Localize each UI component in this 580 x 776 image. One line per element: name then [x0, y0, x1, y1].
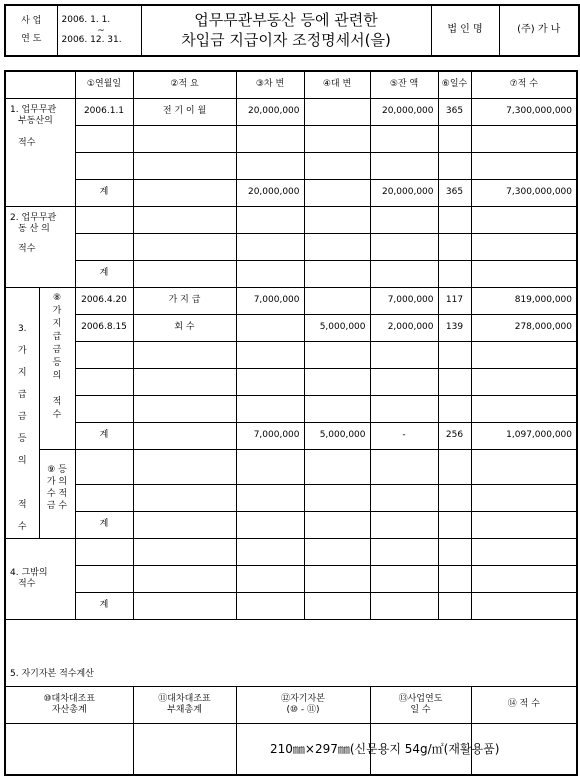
- table-row: [5, 450, 577, 485]
- vertical-char: 수: [17, 522, 27, 532]
- col-balance: ⑤잔 액: [370, 71, 438, 99]
- cell-days: 117: [438, 288, 471, 315]
- vertical-char: 지: [17, 368, 27, 378]
- section5-title-row: [5, 620, 577, 687]
- vertical-char: ⑨ 등: [47, 465, 67, 475]
- vertical-char: 등: [17, 434, 27, 444]
- total-days: 365: [438, 180, 471, 207]
- cell-date: 2006.1.1: [75, 99, 133, 126]
- vertical-char: [21, 472, 24, 494]
- total-debit: 20,000,000: [236, 180, 304, 207]
- vertical-char: 금: [52, 345, 62, 355]
- total-credit: 5,000,000: [304, 423, 370, 450]
- cell-date: 2006.4.20: [75, 288, 133, 315]
- col-date: ①연월일: [75, 71, 133, 99]
- cell-sum: 278,000,000: [471, 315, 577, 342]
- table-row: [5, 126, 577, 153]
- cell-desc: 전 기 이 월: [133, 99, 236, 126]
- period-to: 2006. 12. 31.: [61, 34, 122, 45]
- total-label: 계: [75, 180, 133, 207]
- vertical-char: 3.: [17, 324, 27, 334]
- section3-sub9-label: [39, 450, 75, 539]
- section4-label: [5, 539, 75, 620]
- vertical-char: 가: [17, 346, 27, 356]
- vertical-char: 급: [52, 332, 62, 342]
- cell-debit: 7,000,000: [236, 288, 304, 315]
- vertical-char: 금 수: [46, 501, 68, 511]
- section5-col-liabilities: [133, 687, 236, 724]
- title-line-1: 업무무관부동산 등에 관련한: [194, 11, 378, 29]
- cell-days: 139: [438, 315, 471, 342]
- vertical-char: 금: [17, 412, 27, 422]
- section5-col-equity: [236, 687, 370, 724]
- section2-label: [5, 207, 75, 288]
- col-sum: ⑦적 수: [471, 71, 577, 99]
- total-row: [5, 180, 577, 207]
- section3-sub9-vertical: [40, 464, 75, 512]
- col-credit: ④대 변: [304, 71, 370, 99]
- section2-label-line: 2. 업무무관: [10, 213, 57, 223]
- table-row: [5, 539, 577, 566]
- vertical-char: 의: [17, 456, 27, 466]
- total-debit: 7,000,000: [236, 423, 304, 450]
- title-cell: [141, 5, 431, 56]
- header-blank: [5, 71, 75, 99]
- table-row: [5, 566, 577, 593]
- column-header-row: [5, 71, 577, 99]
- total-sum: 7,300,000,000: [471, 180, 577, 207]
- vertical-char: 수 적: [46, 489, 68, 499]
- total-row: [5, 423, 577, 450]
- cell-debit: 20,000,000: [236, 99, 304, 126]
- total-balance: 20,000,000: [370, 180, 438, 207]
- period-tilde: ~: [97, 25, 105, 36]
- total-row: [5, 261, 577, 288]
- total-balance: -: [370, 423, 438, 450]
- period-label-2: 연 도: [21, 33, 42, 44]
- total-label: 계: [75, 423, 133, 450]
- corp-name: (주) 가 나: [499, 5, 579, 56]
- section5-title: 5. 자기자본 적수계산: [5, 620, 577, 687]
- period-from: 2006. 1. 1.: [61, 15, 111, 26]
- cell-credit: [304, 288, 370, 315]
- table-row: [5, 234, 577, 261]
- section5-col-line: ⑩대차대조표: [43, 693, 96, 704]
- title-line-2: 차입금 지급이자 조정명세서(을): [181, 30, 391, 49]
- table-row: [5, 99, 577, 126]
- table-row: [5, 485, 577, 512]
- section5-val-liabilities: [133, 724, 236, 776]
- section5-col-line: 일 수: [410, 705, 431, 715]
- col-days: ⑥일수: [438, 71, 471, 99]
- section2-label-line: 적수: [18, 243, 36, 254]
- table-row: [5, 153, 577, 180]
- cell-balance: 2,000,000: [370, 315, 438, 342]
- section5-header-row: [5, 687, 577, 724]
- cell-date: 2006.8.15: [75, 315, 133, 342]
- table-row: [5, 288, 577, 315]
- section5-col-line: ⑪대차대조표: [158, 693, 211, 704]
- period-label-1: 사 업: [21, 16, 42, 27]
- total-label: 계: [75, 593, 133, 620]
- section3-sub8-vertical: [40, 292, 75, 422]
- vertical-char: [56, 383, 59, 396]
- total-label: 계: [75, 261, 133, 288]
- section3-label-vertical: [6, 318, 39, 538]
- vertical-char: ⑧: [52, 293, 62, 303]
- total-label: 계: [75, 512, 133, 539]
- vertical-char: 가: [52, 306, 62, 316]
- section5-col-line: ⑬사업연도: [398, 693, 443, 704]
- vertical-char: 적: [17, 500, 27, 510]
- col-desc: ②적 요: [133, 71, 236, 99]
- section2-label-line: 동 산 의: [18, 224, 50, 235]
- section5-val-assets: [5, 724, 133, 776]
- cell-balance: 7,000,000: [370, 288, 438, 315]
- cell-balance: 20,000,000: [370, 99, 438, 126]
- section4-label-line: 4. 그밖의: [10, 567, 48, 578]
- table-row: [5, 315, 577, 342]
- total-credit: [304, 180, 370, 207]
- cell-days: 365: [438, 99, 471, 126]
- section4-label-line: 적수: [18, 579, 36, 589]
- section1-label-line: 1. 업무무관: [10, 105, 57, 115]
- section5-col-line: ⑫자기자본: [281, 693, 325, 704]
- cell-sum: 819,000,000: [471, 288, 577, 315]
- cell-credit: 5,000,000: [304, 315, 370, 342]
- section5-col-sum: ⑭ 적 수: [471, 687, 577, 724]
- period-label-cell: [5, 5, 57, 56]
- paper-spec-note: 210㎜×297㎜(신문용지 54g/㎡(재활용품): [270, 742, 500, 756]
- cell-credit: [304, 99, 370, 126]
- section5-col-days: [370, 687, 471, 724]
- table-row: [5, 342, 577, 369]
- cell-desc: 가 지 급: [133, 288, 236, 315]
- table-row: [5, 369, 577, 396]
- main-table: [4, 70, 578, 776]
- section5-col-assets: [5, 687, 133, 724]
- vertical-char: 등: [52, 358, 62, 368]
- table-row: [5, 207, 577, 234]
- cell-desc: 회 수: [133, 315, 236, 342]
- total-days: 256: [438, 423, 471, 450]
- vertical-char: 적: [52, 397, 62, 407]
- period-cell: [57, 5, 141, 56]
- section3-sub8-label: [39, 288, 75, 450]
- cell-debit: [236, 315, 304, 342]
- vertical-char: 의: [52, 371, 62, 381]
- section5-col-line: (⑩ - ⑪): [286, 705, 320, 715]
- header-table: [4, 4, 580, 57]
- total-row: [5, 512, 577, 539]
- vertical-char: 지: [52, 319, 62, 329]
- cell-sum: 7,300,000,000: [471, 99, 577, 126]
- col-debit: ③차 변: [236, 71, 304, 99]
- section1-label-line: 부동산의: [18, 116, 53, 127]
- section1-label-line: 적수: [18, 137, 36, 148]
- section3-label: [5, 288, 39, 539]
- vertical-char: 급: [17, 390, 27, 400]
- section5-col-line: 자산총계: [51, 705, 87, 715]
- vertical-char: 가 의: [46, 477, 68, 487]
- corp-label: 법 인 명: [431, 5, 499, 56]
- total-row: [5, 593, 577, 620]
- section5-col-line: 부채총계: [167, 705, 202, 715]
- section1-label: [5, 99, 75, 207]
- total-sum: 1,097,000,000: [471, 423, 577, 450]
- table-row: [5, 396, 577, 423]
- vertical-char: 수: [52, 410, 62, 420]
